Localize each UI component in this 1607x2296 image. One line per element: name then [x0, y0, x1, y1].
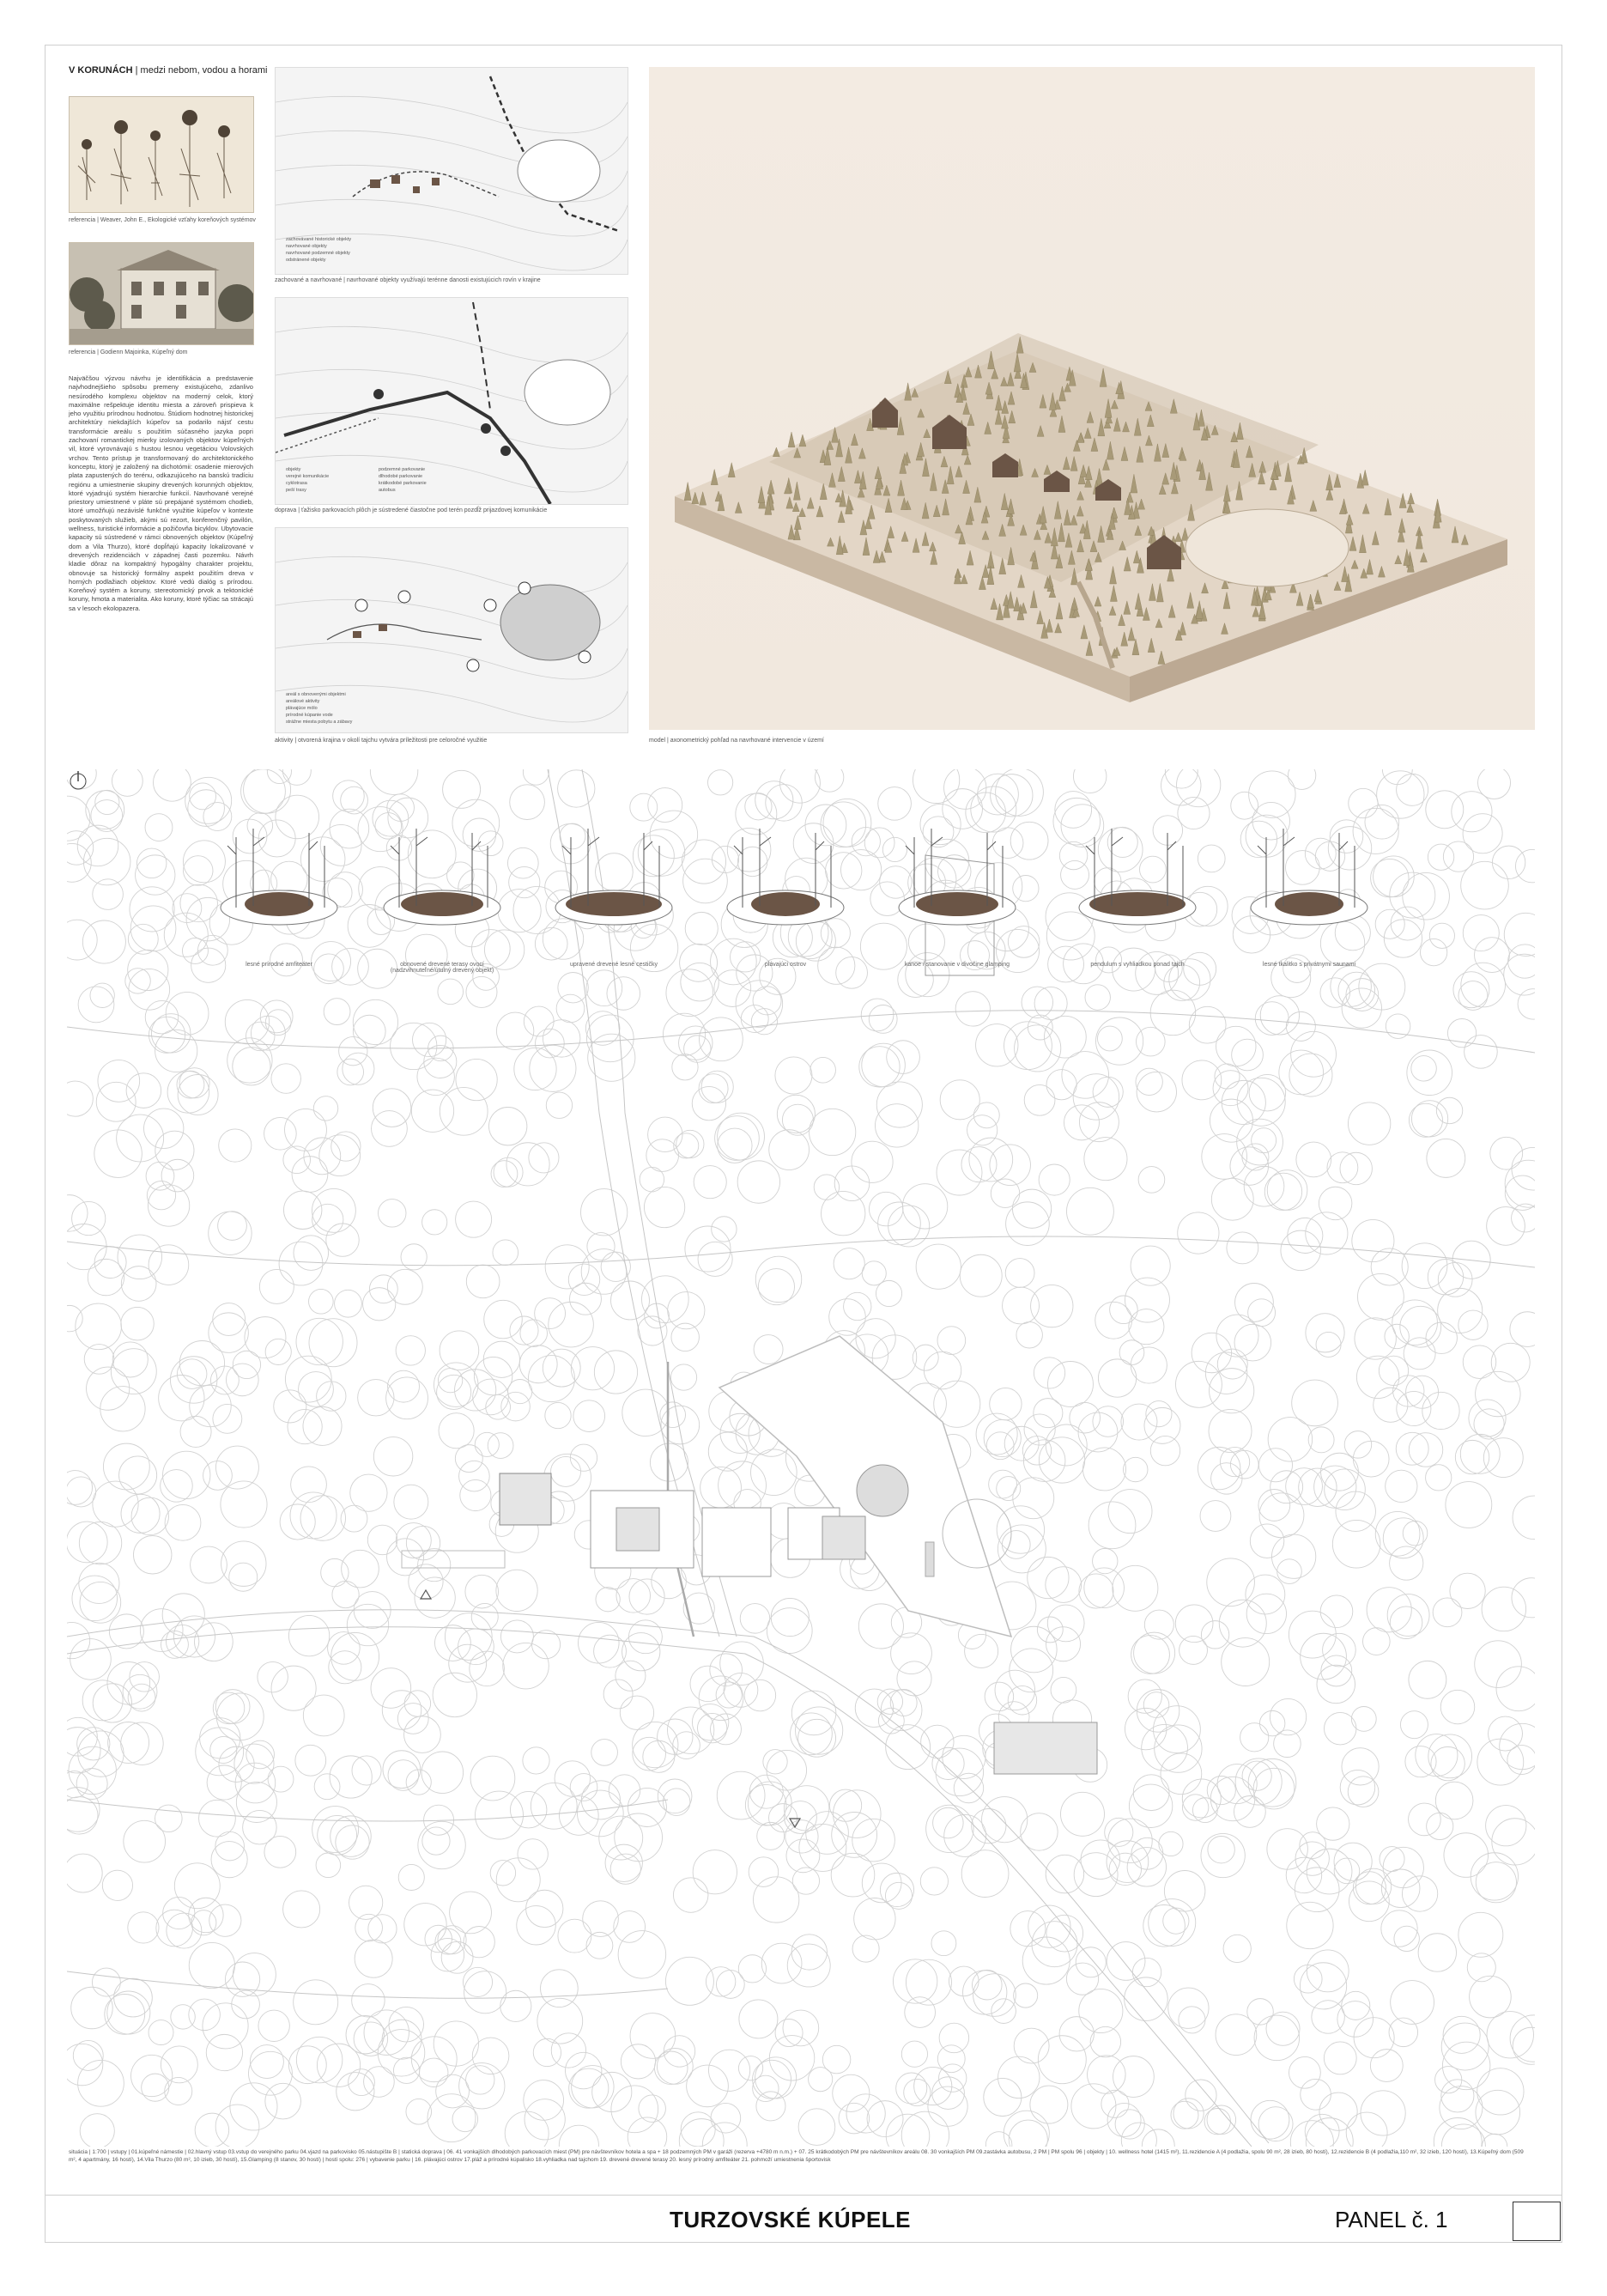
legend-item: areálové aktivity: [286, 699, 320, 704]
legend-item: objekty: [286, 467, 301, 472]
diagram-3-caption: aktivity | otvorená krajina v okolí tajchu vytvára príležitosti pre celoročné využitie: [275, 738, 488, 744]
vignette-illustration: [1073, 811, 1202, 940]
legend-item: peší trasy: [286, 488, 306, 493]
diagram-2-legend-b: [379, 466, 427, 494]
diagram-preserved-proposed: [275, 67, 628, 275]
root-sketch-illustration: [70, 97, 253, 212]
model-caption: model | axonometrický pohľad na navrhované intervencie v území: [649, 738, 824, 744]
vignette-5: [893, 811, 1022, 940]
reference-caption-1: referencia | Weaver, John E., Ekologické vzťahy koreňových systémov: [69, 217, 256, 223]
reference-caption-2: referencia | Godienn Majoinka, Kúpeľný dom: [69, 349, 188, 355]
site-plan: [67, 769, 1535, 2147]
model-illustration: [649, 67, 1535, 730]
legend-item: odstránené objekty: [286, 258, 326, 263]
diagram-2-legend-a: [286, 466, 329, 494]
reference-image-roots: [69, 96, 254, 213]
vignette-label: lesné tkalitko s privátnymi saunami: [1262, 962, 1356, 968]
legend-item: verejné komunikácie: [286, 474, 330, 479]
diagram-1-legend: [286, 236, 351, 264]
vignette-illustration: [1245, 811, 1374, 940]
diagram-1-caption: zachované a navrhované | navrhované objekty využívajú terénne danosti existujúcich rovín v krajine: [275, 277, 541, 283]
vignette-illustration: [378, 811, 506, 940]
legend-item: areál s obnovenými objektmi: [286, 692, 346, 697]
vignette-label: plávajúci ostrov: [764, 962, 807, 968]
diagram-activities: [275, 527, 628, 733]
panel-number: PANEL č. 1: [1335, 2207, 1448, 2232]
vignette-illustration: [893, 811, 1022, 940]
legend-item: prírodné kúpanie vode: [286, 713, 333, 718]
legend-item: navrhované podzemné objekty: [286, 251, 350, 256]
header-subtitle: | medzi nebom, vodou a horami: [132, 65, 268, 76]
vignette-label: upravené drevené lesné cestičky: [570, 962, 658, 968]
legend-item: krátkodobé parkovanie: [379, 481, 427, 486]
legend-item: navrhované objekty: [286, 244, 327, 249]
villa-photo-illustration: [70, 243, 253, 344]
vignette-label: pendulum s vyhliadkou ponad tajch: [1090, 962, 1185, 968]
vignette-illustration: [721, 811, 850, 940]
legend-item: zachovávané historické objekty: [286, 237, 352, 242]
vignette-label: obnovené drevené terasy ovocí (nadzvihnuteľné/útulný drevený objekt): [390, 962, 494, 974]
project-title: TURZOVSKÉ KÚPELE: [670, 2207, 912, 2232]
diagram-2-caption: doprava | ťažisko parkovacích plôch je sústredené čiastočne pod terén pozdĺž prijazdovej komunikácie: [275, 507, 548, 513]
header-title: V KORUNÁCH: [69, 65, 133, 76]
north-arrow-icon: [67, 769, 93, 795]
legend-item: podzemné parkovanie: [379, 467, 426, 472]
legend-item: cyklotrasa: [286, 481, 307, 486]
vignette-illustration: [549, 811, 678, 940]
legend-item: plávajúce mólo: [286, 706, 318, 711]
vignette-1: [215, 811, 343, 940]
panel-header: [69, 65, 268, 76]
vignette-4: [721, 811, 850, 940]
vignette-3: [549, 811, 678, 940]
vignette-7: [1245, 811, 1374, 940]
reference-image-villa: [69, 242, 254, 345]
vignette-illustration: [215, 811, 343, 940]
site-plan-drawing: [67, 769, 1535, 2147]
legend-item: autobus: [379, 488, 396, 493]
vignette-2: [378, 811, 506, 940]
diagram-3-legend: [286, 691, 352, 726]
vignette-6: [1073, 811, 1202, 940]
legend-item: dlhodobé parkovanie: [379, 474, 423, 479]
vignette-label: kanoe / stanovanie v divočine glamping: [904, 962, 1010, 968]
vignette-label: lesné prírodné amfiteáter: [246, 962, 312, 968]
diagram-transport: [275, 297, 628, 505]
legend-item: strážne miesta pobytu a zábavy: [286, 720, 353, 725]
panel-box: [1513, 2202, 1561, 2241]
axonometric-model-image: [649, 67, 1535, 730]
concept-text: Najväčšou výzvou návrhu je identifikácia a predstavenie najvhodnejšieho spôsobu premeny existujúceho, zdanlivo nesúrodého komplexu objektov na moderný celok, ktorý maximálne rešpektuje identitu miesta a zároveň prispieva k jeho využitiu prírodnou hodnotou. Štúdiom hodnotnej historickej architektúry niekdajších kúpeľov sa podarilo nájsť cestu transformácie areálu s použitím súčasného jazyka popri zachovaní romantickej mierky izolovaných objektov kúpeľných vil, ktoré vyrovnávajú s hustou lesnou vegetáciou Volovských vrchov. Tento prístup je transformovaný do architektonického konceptu, ktorý je založený na dichotómii: osadenie mierových plata zapustených do terénu, odkazujúceho na banskú tradíciu regiónu a umiestnenie skupiny drevených korunných objektov, ktoré vyjadrujú systém hierarchie funkcií. Navrhované verejné priestory umiestnené v pláte sú prepájané systémom chodieb, ktoré umožňujú nezávislé funkčné využitie kúpeľov v kontexte poskytovaných služieb, akými sú rezort, konferenčný pavilón, wellness, turistické informácie a požičovňa bicyklov. Ubytovacie kapacity sú sústredené v rámci obnovených objektov (Kúpeľný dom a Vila Thurzo), ktoré dopĺňajú kapacity lokalizované v drevených rezidenciách v západnej časti pozemku. Návrh kladie dôraz na kompaktný hypogálny charakter projektu, obnovuje sa historický formálny aspekt použitím dreva v horných podlažiach objektov. Ktoré vedú dialóg s prírodou. Koreňový systém a koruny, stereotomický prvok a tektonické koruny, hmota a materialita. Ako koruny, ktoré týčiac sa strácajú sa v lesoch ekolopazera.: [69, 374, 253, 612]
site-legend-footnote: situácia | 1:700 | vstupy | 01.kúpeľné námestie | 02.hlavný vstup 03.vstup do verejného parku 04.vjazd na parkovisko 05.nástupište B | statická doprava | 06. 41 vonkajších dlhodobých parkovacích miest (PM) pre návštevníkov hotela a spa + 18 podzemných PM v garáži (rezerva +4780 m n.m.) + 07. 25 krátkodobých PM pre návštevníkov areálu 08. 30 vonkajších PM 09.zastávka autobusu, 2 PM | PM spolu 96 | objekty | 10. wellness hotel (1415 m²), 11.rezidencie A (4 podlažia, spolu 90 m², 28 izieb, 80 hostí), 12.rezidencie B (4 podlažia,110 m², 32 izieb, 120 hostí), 13.Kúpeľný dom (509 m², 4 apartmány, 16 hostí), 14.Vila Thurzo (80 m², 10 izieb, 30 hostí), 15.Glamping (8 stanov, 30 hostí) | hostí spolu: 276 | vybavenie parku | 16. plávajúci ostrov 17.pláž a prírodné kúpalisko 18.vyhliadka nad tajchom 19. drevené drevené terasy 20. lesný prírodný amfiteáter 21. pohmoží umiestnenia športovisk: [69, 2149, 1524, 2163]
